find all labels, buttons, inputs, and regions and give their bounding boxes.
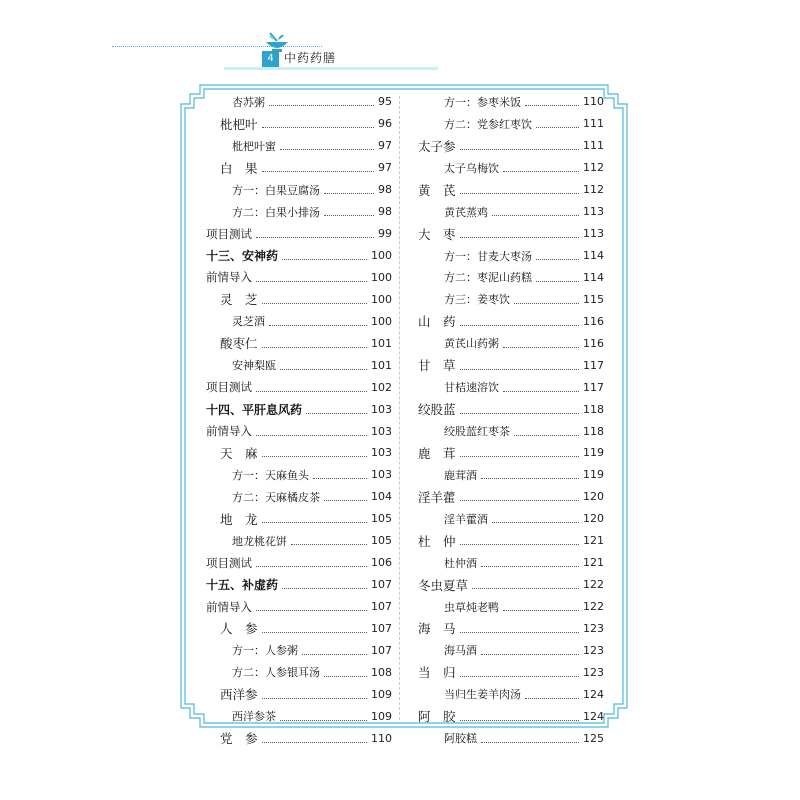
toc-entry xyxy=(418,464,604,486)
toc-entry-title: 方一：参枣米饭 xyxy=(444,95,521,109)
toc-leader-dots xyxy=(256,610,367,611)
toc-entry-page: 102 xyxy=(371,380,392,394)
toc-entry-page: 125 xyxy=(583,731,604,745)
toc-entry-title: 太子乌梅饮 xyxy=(444,161,499,175)
toc-entry-title: 项目测试 xyxy=(206,380,252,395)
toc-entry xyxy=(418,332,604,354)
toc-entry-page: 113 xyxy=(583,205,604,219)
toc-entry-title: 酸枣仁 xyxy=(220,336,258,352)
toc-entry xyxy=(418,310,604,332)
toc-leader-dots xyxy=(313,478,367,479)
toc-entry-page: 109 xyxy=(371,709,392,723)
toc-entry-page: 107 xyxy=(371,643,392,657)
toc-entry-title: 淫羊藿 xyxy=(418,489,456,505)
toc-leader-dots xyxy=(460,149,579,150)
toc-entry xyxy=(206,135,392,157)
toc-entry-title: 西洋参 xyxy=(220,687,258,703)
toc-entry-title: 鹿 茸 xyxy=(418,445,456,461)
toc-leader-dots xyxy=(282,259,367,260)
column-divider xyxy=(399,96,400,720)
toc-entry xyxy=(206,661,392,683)
toc-entry-page: 123 xyxy=(583,621,604,635)
toc-entry xyxy=(206,245,392,267)
toc-leader-dots xyxy=(256,281,367,282)
toc-entry xyxy=(418,288,604,310)
toc-leader-dots xyxy=(514,303,579,304)
toc-entry xyxy=(418,705,604,727)
toc-entry xyxy=(418,113,604,135)
toc-entry-page: 96 xyxy=(378,117,392,131)
toc-entry-page: 110 xyxy=(583,95,604,109)
toc-entry-title: 方二：人参银耳汤 xyxy=(232,666,320,680)
toc-entry xyxy=(206,91,392,113)
toc-entry-page: 107 xyxy=(371,600,392,614)
toc-entry xyxy=(418,618,604,640)
toc-leader-dots xyxy=(302,654,367,655)
toc-entry xyxy=(418,223,604,245)
toc-entry-page: 114 xyxy=(583,249,604,263)
toc-entry xyxy=(418,574,604,596)
toc-entry-page: 123 xyxy=(583,665,604,679)
toc-leader-dots xyxy=(460,369,579,370)
toc-leader-dots xyxy=(256,391,367,392)
book-title: 中药药膳 xyxy=(284,51,337,65)
toc-entry xyxy=(418,683,604,705)
toc-leader-dots xyxy=(291,544,367,545)
toc-entry-page: 114 xyxy=(583,270,604,284)
toc-entry xyxy=(206,288,392,310)
toc-entry xyxy=(206,113,392,135)
toc-entry-page: 117 xyxy=(583,380,604,394)
toc-entry-page: 106 xyxy=(371,556,392,570)
toc-entry-title: 项目测试 xyxy=(206,226,252,241)
toc-entry-page: 103 xyxy=(371,402,392,416)
toc-entry-title: 黄芪山药粥 xyxy=(444,337,499,351)
toc-right-column xyxy=(418,91,604,749)
toc-entry xyxy=(206,508,392,530)
toc-entry xyxy=(206,552,392,574)
toc-entry xyxy=(206,310,392,332)
page-header xyxy=(112,40,692,70)
toc-entry-page: 121 xyxy=(583,534,604,548)
toc-leader-dots xyxy=(262,303,367,304)
toc-leader-dots xyxy=(503,347,579,348)
toc-entry-page: 107 xyxy=(371,578,392,592)
toc-leader-dots xyxy=(324,500,367,501)
toc-entry-page: 117 xyxy=(583,358,604,372)
toc-leader-dots xyxy=(256,435,367,436)
toc-entry-title: 前情导入 xyxy=(206,424,252,439)
toc-entry-title: 阿 胶 xyxy=(418,709,456,725)
toc-entry-title: 十四、平肝息风药 xyxy=(206,402,303,417)
toc-entry xyxy=(418,398,604,420)
toc-entry-page: 116 xyxy=(583,314,604,328)
toc-entry-title: 前情导入 xyxy=(206,270,252,285)
toc-leader-dots xyxy=(514,435,579,436)
toc-entry xyxy=(206,332,392,354)
toc-leader-dots xyxy=(472,588,579,589)
toc-entry-title: 方二：枣泥山药糕 xyxy=(444,271,532,285)
toc-entry-title: 地 龙 xyxy=(220,511,258,527)
toc-leader-dots xyxy=(503,391,579,392)
toc-entry-page: 121 xyxy=(583,556,604,570)
toc-entry-page: 112 xyxy=(583,183,604,197)
toc-entry-page: 122 xyxy=(583,600,604,614)
toc-entry xyxy=(418,245,604,267)
toc-leader-dots xyxy=(324,215,374,216)
toc-leader-dots xyxy=(536,281,579,282)
toc-entry-page: 118 xyxy=(583,402,604,416)
toc-leader-dots xyxy=(460,456,579,457)
toc-leader-dots xyxy=(262,171,374,172)
toc-entry-page: 120 xyxy=(583,512,604,526)
toc-leader-dots xyxy=(262,347,367,348)
toc-entry xyxy=(206,596,392,618)
toc-leader-dots xyxy=(256,566,367,567)
toc-entry xyxy=(206,354,392,376)
toc-entry-title: 海马酒 xyxy=(444,644,477,658)
toc-entry-title: 党 参 xyxy=(220,731,258,747)
toc-entry-page: 109 xyxy=(371,687,392,701)
toc-entry-page: 98 xyxy=(378,205,392,219)
toc-entry-page: 112 xyxy=(583,161,604,175)
toc-entry xyxy=(206,376,392,398)
toc-entry-title: 杜 仲 xyxy=(418,533,456,549)
toc-entry-title: 白 果 xyxy=(220,160,258,176)
toc-entry-title: 淫羊藿酒 xyxy=(444,512,488,526)
toc-leader-dots xyxy=(536,127,579,128)
toc-entry xyxy=(206,486,392,508)
toc-entry-title: 西洋参茶 xyxy=(232,710,276,724)
toc-entry xyxy=(206,574,392,596)
toc-leader-dots xyxy=(492,522,579,523)
toc-entry xyxy=(418,508,604,530)
toc-leader-dots xyxy=(282,588,367,589)
toc-entry xyxy=(418,552,604,574)
toc-entry xyxy=(206,223,392,245)
toc-entry-title: 当归生姜羊肉汤 xyxy=(444,688,521,702)
toc-entry-title: 人 参 xyxy=(220,621,258,637)
toc-leader-dots xyxy=(324,193,374,194)
toc-leader-dots xyxy=(492,215,579,216)
toc-entry-title: 绞股蓝 xyxy=(418,402,456,418)
toc-entry xyxy=(206,179,392,201)
toc-entry xyxy=(206,530,392,552)
toc-entry xyxy=(206,201,392,223)
toc-entry-page: 95 xyxy=(378,95,392,109)
toc-entry xyxy=(206,267,392,289)
toc-entry-title: 方二：白果小排汤 xyxy=(232,205,320,219)
toc-entry-title: 太子参 xyxy=(418,138,456,154)
toc-entry xyxy=(418,267,604,289)
toc-entry-page: 103 xyxy=(371,424,392,438)
toc-entry-title: 枇杷叶 xyxy=(220,116,258,132)
toc-left-column xyxy=(206,91,392,749)
toc-entry xyxy=(418,727,604,749)
toc-entry xyxy=(418,661,604,683)
toc-leader-dots xyxy=(262,522,367,523)
toc-leader-dots xyxy=(280,720,367,721)
toc-entry-page: 100 xyxy=(371,314,392,328)
toc-entry xyxy=(418,91,604,113)
toc-entry-page: 105 xyxy=(371,534,392,548)
toc-entry-page: 108 xyxy=(371,665,392,679)
toc-entry-page: 107 xyxy=(371,621,392,635)
toc-entry-title: 灵 芝 xyxy=(220,292,258,308)
toc-entry-title: 海 马 xyxy=(418,621,456,637)
toc-entry-title: 灵芝酒 xyxy=(232,315,265,329)
toc-leader-dots xyxy=(262,698,367,699)
page-number: 4 xyxy=(262,51,279,67)
toc-entry-page: 113 xyxy=(583,227,604,241)
toc-leader-dots xyxy=(460,325,579,326)
toc-entry xyxy=(418,376,604,398)
toc-entry-title: 绞股蓝红枣茶 xyxy=(444,425,510,439)
toc-entry-page: 124 xyxy=(583,687,604,701)
toc-entry-page: 101 xyxy=(371,336,392,350)
toc-entry xyxy=(206,727,392,749)
toc-leader-dots xyxy=(460,413,579,414)
toc-entry xyxy=(418,179,604,201)
toc-entry-page: 98 xyxy=(378,183,392,197)
toc-leader-dots xyxy=(481,742,579,743)
toc-entry xyxy=(206,683,392,705)
toc-entry xyxy=(206,442,392,464)
toc-entry-title: 项目测试 xyxy=(206,555,252,570)
toc-leader-dots xyxy=(525,105,579,106)
toc-entry-page: 115 xyxy=(583,292,604,306)
toc-entry-page: 119 xyxy=(583,468,604,482)
toc-leader-dots xyxy=(280,369,367,370)
toc-entry-page: 124 xyxy=(583,709,604,723)
toc-entry xyxy=(418,639,604,661)
toc-entry-title: 方一：人参粥 xyxy=(232,644,298,658)
toc-entry-title: 枇杷叶蜜 xyxy=(232,139,276,153)
toc-leader-dots xyxy=(536,259,579,260)
toc-leader-dots xyxy=(262,632,367,633)
toc-entry-page: 118 xyxy=(583,424,604,438)
toc-entry xyxy=(418,442,604,464)
toc-leader-dots xyxy=(460,500,579,501)
toc-leader-dots xyxy=(481,566,579,567)
toc-entry-page: 100 xyxy=(371,292,392,306)
toc-entry-title: 黄芪蒸鸡 xyxy=(444,205,488,219)
toc-entry-title: 十五、补虚药 xyxy=(206,578,279,593)
toc-leader-dots xyxy=(460,676,579,677)
toc-entry-title: 虫草炖老鸭 xyxy=(444,600,499,614)
toc-leader-dots xyxy=(256,237,374,238)
toc-entry-page: 101 xyxy=(371,358,392,372)
toc-leader-dots xyxy=(262,127,374,128)
toc-entry-title: 前情导入 xyxy=(206,599,252,614)
toc-entry-page: 97 xyxy=(378,139,392,153)
toc-entry xyxy=(418,354,604,376)
toc-leader-dots xyxy=(460,720,579,721)
toc-entry xyxy=(206,464,392,486)
toc-entry-title: 方三：姜枣饮 xyxy=(444,293,510,307)
toc-entry xyxy=(206,157,392,179)
toc-entry xyxy=(206,639,392,661)
toc-entry-page: 116 xyxy=(583,336,604,350)
toc-leader-dots xyxy=(460,193,579,194)
toc-entry-title: 杜仲酒 xyxy=(444,556,477,570)
toc-leader-dots xyxy=(525,698,579,699)
toc-entry xyxy=(418,596,604,618)
toc-entry-page: 97 xyxy=(378,161,392,175)
toc-entry xyxy=(418,157,604,179)
toc-entry-title: 十三、安神药 xyxy=(206,249,279,264)
toc-entry-title: 杏苏粥 xyxy=(232,95,265,109)
toc-entry-title: 冬虫夏草 xyxy=(418,577,469,593)
toc-entry-page: 103 xyxy=(371,446,392,460)
toc-entry-page: 123 xyxy=(583,643,604,657)
toc-leader-dots xyxy=(269,105,374,106)
toc-leader-dots xyxy=(460,544,579,545)
toc-leader-dots xyxy=(503,171,579,172)
toc-entry-title: 当 归 xyxy=(418,665,456,681)
toc-entry-page: 111 xyxy=(583,139,604,153)
toc-entry-title: 山 药 xyxy=(418,314,456,330)
toc-entry-title: 黄 芪 xyxy=(418,182,456,198)
toc-leader-dots xyxy=(306,413,367,414)
toc-entry xyxy=(206,705,392,727)
toc-leader-dots xyxy=(280,149,374,150)
toc-entry-title: 地龙桃花饼 xyxy=(232,534,287,548)
toc-entry-title: 方一：天麻鱼头 xyxy=(232,468,309,482)
toc-entry-page: 104 xyxy=(371,490,392,504)
toc-entry xyxy=(206,398,392,420)
toc-entry-title: 安神梨瓯 xyxy=(232,359,276,373)
toc-entry-page: 100 xyxy=(371,249,392,263)
toc-entry-page: 103 xyxy=(371,468,392,482)
toc-entry xyxy=(206,618,392,640)
toc-leader-dots xyxy=(262,456,367,457)
toc-entry xyxy=(418,420,604,442)
toc-entry-page: 100 xyxy=(371,270,392,284)
toc-leader-dots xyxy=(503,610,579,611)
toc-entry-title: 天 麻 xyxy=(220,445,258,461)
toc-leader-dots xyxy=(269,325,367,326)
header-bar xyxy=(224,67,438,70)
toc-entry-page: 122 xyxy=(583,578,604,592)
toc-entry-page: 105 xyxy=(371,512,392,526)
toc-entry-page: 110 xyxy=(371,731,392,745)
toc-entry xyxy=(206,420,392,442)
toc-entry-title: 方一：白果豆腐汤 xyxy=(232,183,320,197)
toc-leader-dots xyxy=(460,632,579,633)
toc-entry-title: 方二：天麻橘皮茶 xyxy=(232,490,320,504)
toc-leader-dots xyxy=(324,676,367,677)
toc-entry-title: 方一：甘麦大枣汤 xyxy=(444,249,532,263)
toc-entry-page: 119 xyxy=(583,446,604,460)
toc-leader-dots xyxy=(262,742,367,743)
toc-leader-dots xyxy=(481,478,579,479)
toc-entry-title: 方二：党参红枣饮 xyxy=(444,117,532,131)
toc-entry-title: 甘 草 xyxy=(418,358,456,374)
toc-entry-title: 阿胶糕 xyxy=(444,732,477,746)
toc-leader-dots xyxy=(460,237,579,238)
toc-entry-title: 鹿茸酒 xyxy=(444,468,477,482)
toc-entry xyxy=(418,486,604,508)
toc-leader-dots xyxy=(481,654,579,655)
toc-entry-page: 120 xyxy=(583,490,604,504)
toc-entry xyxy=(418,530,604,552)
toc-entry-title: 大 枣 xyxy=(418,226,456,242)
toc-entry-title: 甘桔速溶饮 xyxy=(444,381,499,395)
toc-entry-page: 99 xyxy=(378,227,392,241)
toc-entry-page: 111 xyxy=(583,117,604,131)
toc-entry xyxy=(418,135,604,157)
toc-entry xyxy=(418,201,604,223)
